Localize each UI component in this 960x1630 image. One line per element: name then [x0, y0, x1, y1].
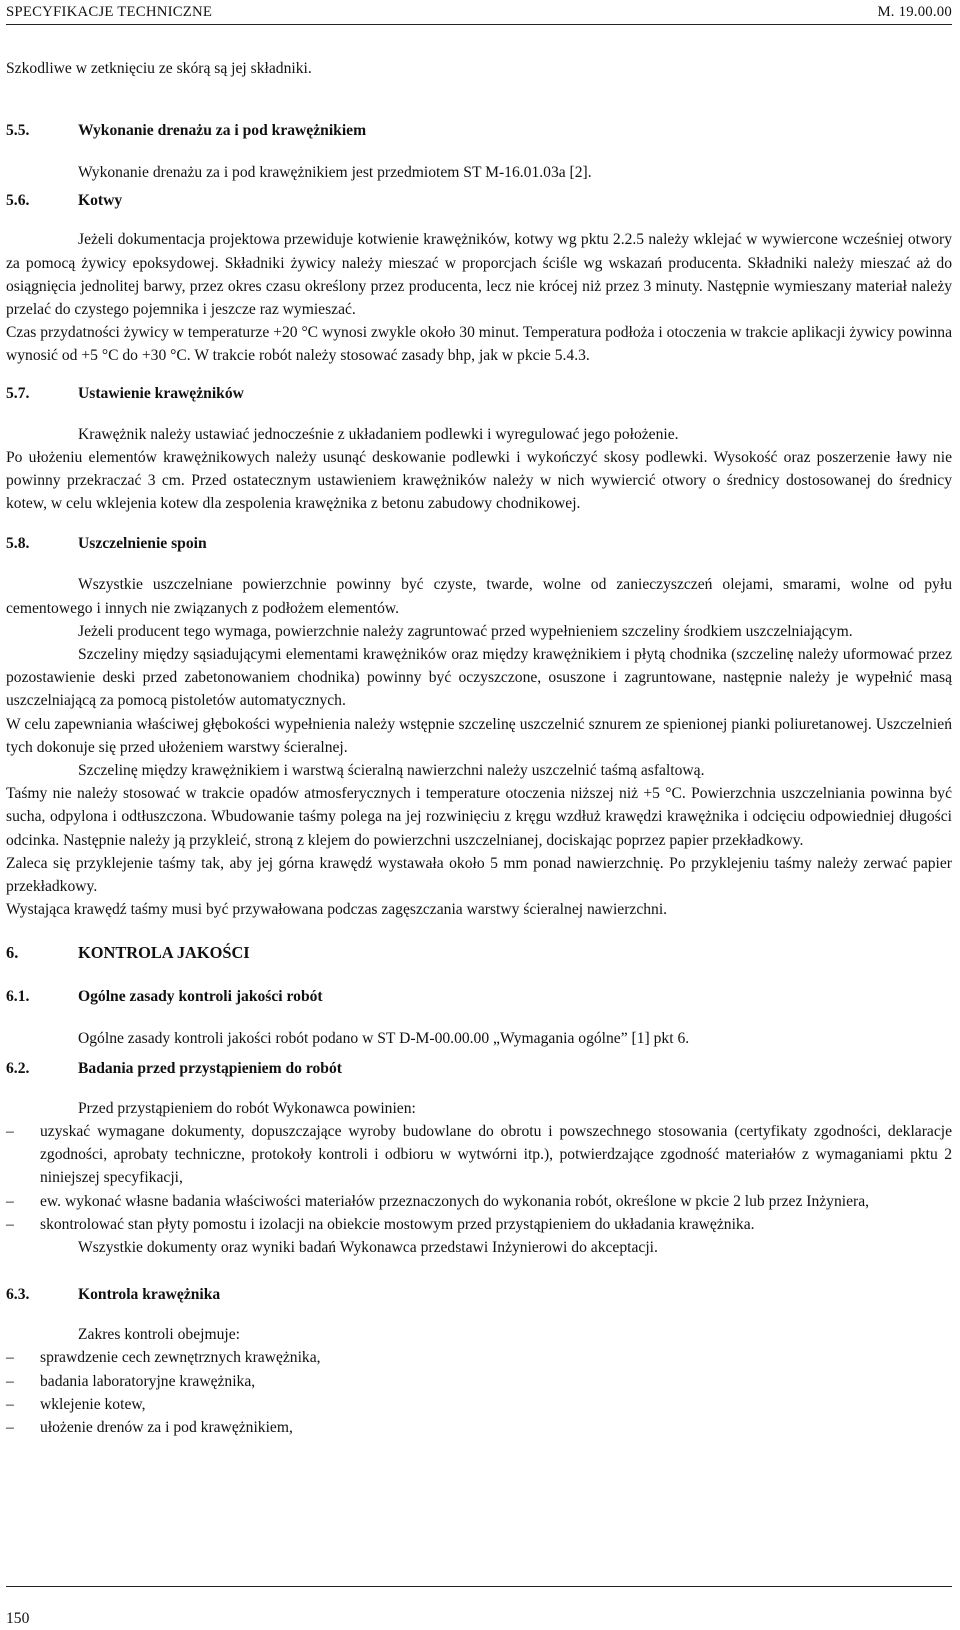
- section-5-8-paragraph-6: Taśmy nie należy stosować w trakcie opadów atmosferycznych i temperature otoczenia niższej niż +5 °C. Powierzchnia uszczelniania powinna być sucha, odpylona i odtłuszczona. Wbudowanie taśmy polega na jej rozwinięciu z kręgu wzdłuż krawędzi krawężnika i odcięciu odpowiedniej długości odcinka. Następnie należy ją przykleić, stroną z klejem do powierzchni uszczelnianej, dociskając poprzez papier przekładkowy.: [6, 785, 952, 849]
- section-5-5-heading: [6, 119, 952, 143]
- section-5-7-paragraph-2: Po ułożeniu elementów krawężnikowych należy usunąć deskowanie podlewki i wykończyć skosy podlewki. Wysokość oraz poszerzenie ławy nie powinny przekraczać 3 cm. Przed ostatecznym ustawieniem krawężników należy w nich wywiercić otwory o średnicy dostosowanej do średnicy kotew, w celu wklejenia kotew dla zespolenia krawężnika z betonu zabudowy chodnikowej.: [6, 448, 952, 513]
- section-title: Kotwy: [78, 192, 123, 210]
- header-rule: [6, 24, 952, 25]
- section-number: 5.5.: [6, 122, 30, 140]
- section-5-8-paragraph-1: Wszystkie uszczelniane powierzchnie powinny być czyste, twarde, wolne od zanieczyszczeń olejami, smarami, wolne od pyłu cementowego i innych nie związanych z podłożem elementów.: [6, 576, 952, 617]
- section-title: Ogólne zasady kontroli jakości robót: [78, 988, 323, 1006]
- section-number: 5.6.: [6, 192, 30, 210]
- list-item: – badania laboratoryjne krawężnika,: [6, 1370, 952, 1393]
- list-dash: –: [6, 1122, 14, 1140]
- section-6-heading: [6, 941, 952, 965]
- section-number: 6.2.: [6, 1059, 30, 1077]
- list-dash: –: [6, 1395, 14, 1413]
- list-item: – wklejenie kotew,: [6, 1393, 952, 1416]
- section-5-8-paragraph-7: Zaleca się przyklejenie taśmy tak, aby jej górna krawędź wystawała około 5 mm ponad nawierzchnię. Po przyklejeniu taśmy należy zerwać papier przekładkowy.: [6, 854, 952, 896]
- list-item: – ułożenie drenów za i pod krawężnikiem,: [6, 1416, 952, 1439]
- section-title: Uszczelnienie spoin: [78, 535, 207, 553]
- list-item: – sprawdzenie cech zewnętrznych krawężnika,: [6, 1346, 952, 1369]
- footer-rule: [6, 1586, 952, 1587]
- section-title: Wykonanie drenażu za i pod krawężnikiem: [78, 122, 367, 140]
- section-number: 6.1.: [6, 988, 30, 1006]
- section-5-8-paragraph-2: Jeżeli producent tego wymaga, powierzchnie należy zagruntować przed wypełnieniem szczeliny środkiem uszczelniającym.: [78, 622, 853, 640]
- section-5-6-paragraph-1: Jeżeli dokumentacja projektowa przewiduje kotwienie krawężników, kotwy wg pktu 2.2.5 należy wklejać w wywiercone wcześniej otwory za pomocą żywicy epoksydowej. Składniki żywicy należy mieszać w proporcjach ściśle wg wskazań producenta. Składniki należy mieszać aż do osiągnięcia jednolitej barwy, przez okres czasu określony przez producenta, lecz nie krócej niż przez 3 minuty. Następnie wymieszany materiał należy przelać do czystego pojemnika i jeszcze raz wymieszać.: [6, 231, 952, 319]
- section-5-6-heading: [6, 189, 952, 213]
- section-6-2-heading: [6, 1057, 952, 1081]
- header-spec-title: SPECYFIKACJE TECHNICZNE: [6, 4, 213, 20]
- section-5-8-paragraph-4: W celu zapewniania właściwej głębokości wypełnienia należy wstępnie szczelinę uszczelnić sznurem ze spienionej pianki poliuretanowej. Uszczelnień tych dokonuje się przed ułożeniem warstwy ścieralnej.: [6, 715, 952, 756]
- section-5-7-heading: [6, 382, 952, 406]
- section-title: KONTROLA JAKOŚCI: [78, 943, 250, 963]
- section-5-8-paragraph-3: Szczeliny między sąsiadującymi elementami krawężników oraz między krawężnikiem i płytą chodnika (szczelinę należy uformować przez pozostawienie deski przed zabetonowaniem chodnika) powinny być oczyszczone, osuszone i zagruntowane, następnie należy je wypełnić masą uszczelniającą za pomocą pistoletów automatycznych.: [6, 646, 952, 710]
- list-dash: –: [6, 1418, 14, 1436]
- section-5-8-heading: [6, 532, 952, 556]
- section-5-8-paragraph-5: Szczelinę między krawężnikiem i warstwą ścieralną nawierzchni należy uszczelnić taśmą asfaltową.: [78, 762, 705, 780]
- running-header: [6, 1, 952, 23]
- document-body: [6, 57, 952, 1439]
- section-number: 6.: [6, 943, 19, 963]
- section-title: Kontrola krawężnika: [78, 1286, 221, 1304]
- list-dash: –: [6, 1215, 14, 1233]
- section-5-8-paragraph-8: Wystająca krawędź taśmy musi być przywałowana podczas zagęszczania warstwy ścieralnej nawierzchni.: [6, 901, 668, 919]
- section-5-7-paragraph-1: Krawężnik należy ustawiać jednocześnie z układaniem podlewki i wyregulować jego położenie.: [78, 425, 679, 443]
- section-title: Badania przed przystąpieniem do robót: [78, 1059, 342, 1077]
- intro-paragraph: Szkodliwe w zetknięciu ze skórą są jej składniki.: [6, 60, 312, 77]
- list-dash: –: [6, 1372, 14, 1390]
- section-number: 6.3.: [6, 1286, 30, 1304]
- section-5-5-text: Wykonanie drenażu za i pod krawężnikiem jest przedmiotem ST M-16.01.03a [2].: [78, 164, 592, 182]
- section-6-2-closing: Wszystkie dokumenty oraz wyniki badań Wykonawca przedstawi Inżynierowi do akceptacji.: [78, 1238, 658, 1256]
- document-page: [6, 0, 952, 1630]
- section-number: 5.8.: [6, 535, 30, 553]
- list-item: – ew. wykonać własne badania właściwości materiałów przeznaczonych do wykonania robót, określone w pkcie 2 lub przez Inżyniera,: [6, 1190, 952, 1213]
- section-6-3-lead: Zakres kontroli obejmuje:: [78, 1326, 240, 1344]
- section-6-1-text: Ogólne zasady kontroli jakości robót podano w ST D-M-00.00.00 „Wymagania ogólne” [1] pkt 6.: [78, 1030, 690, 1048]
- list-dash: –: [6, 1192, 14, 1210]
- section-title: Ustawienie krawężników: [78, 384, 244, 402]
- list-dash: –: [6, 1349, 14, 1367]
- list-item: – skontrolować stan płyty pomostu i izolacji na obiekcie mostowym przed przystąpieniem do układania krawężnika.: [6, 1213, 952, 1236]
- section-5-6-paragraph-2: Czas przydatności żywicy w temperaturze +20 °C wynosi zwykle około 30 minut. Temperatura podłoża i otoczenia w trakcie aplikacji żywicy powinna wynosić od +5 °C do +30 °C. W trakcie robót należy stosować zasady bhp, jak w pkcie 5.4.3.: [6, 324, 952, 365]
- list-item: – uzyskać wymagane dokumenty, dopuszczające wyroby budowlane do obrotu i powszechnego stosowania (certyfikaty zgodności, deklaracje zgodności, aprobaty techniczne, protokoły kontroli i odbioru w wytwórni itp.), potwierdzające zgodność materiałów z wymaganiami pktu 2 niniejszej specyfikacji,: [6, 1120, 952, 1190]
- section-6-3-heading: [6, 1283, 952, 1307]
- section-number: 5.7.: [6, 384, 30, 402]
- page-number: 150: [6, 1610, 30, 1627]
- header-spec-code: M. 19.00.00: [877, 4, 952, 20]
- section-6-2-lead: Przed przystąpieniem do robót Wykonawca powinien:: [78, 1099, 416, 1117]
- section-6-1-heading: [6, 985, 952, 1009]
